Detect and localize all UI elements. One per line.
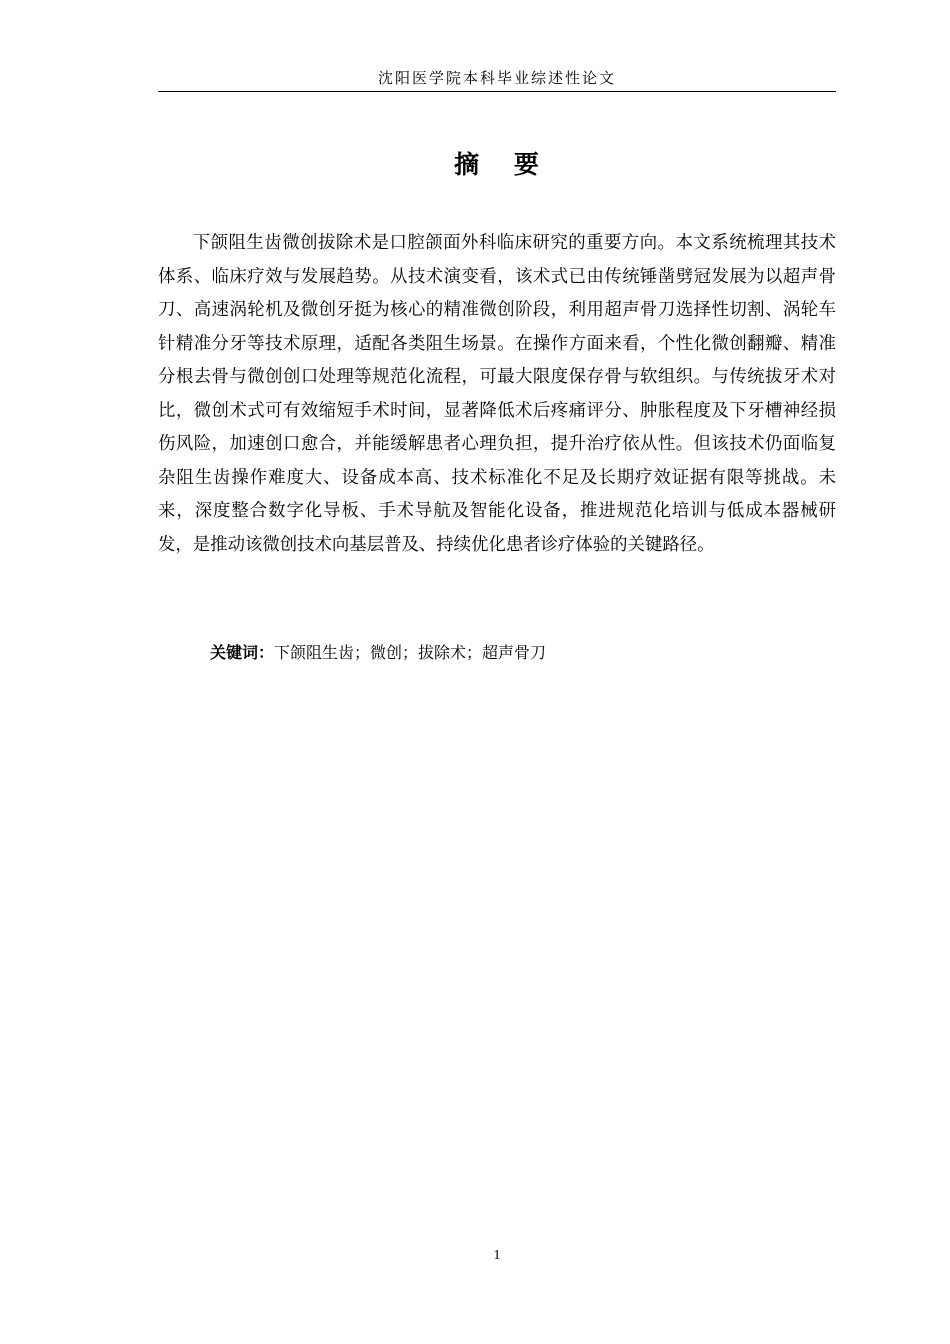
- header-rule: [158, 91, 836, 92]
- keywords-line: [158, 636, 836, 670]
- keywords-label: 关键词：: [210, 643, 275, 662]
- abstract-body: 下颌阻生齿微创拔除术是口腔颌面外科临床研究的重要方向。本文系统梳理其技术体系、临床疗效与发展趋势。从技术演变看，该术式已由传统锤凿劈冠发展为以超声骨刀、高速涡轮机及微创牙挺为核心的精准微创阶段，利用超声骨刀选择性切割、涡轮车针精准分牙等技术原理，适配各类阻生场景。在操作方面来看，个性化微创翻瓣、精准分根去骨与微创创口处理等规范化流程，可最大限度保存骨与软组织。与传统拔牙术对比，微创术式可有效缩短手术时间，显著降低术后疼痛评分、肿胀程度及下牙槽神经损伤风险，加速创口愈合，并能缓解患者心理负担，提升治疗依从性。但该技术仍面临复杂阻生齿操作难度大、设备成本高、技术标准化不足及长期疗效证据有限等挑战。未来，深度整合数字化导板、手术导航及智能化设备，推进规范化培训与低成本器械研发，是推动该微创技术向基层普及、持续优化患者诊疗体验的关键路径。: [158, 233, 836, 555]
- abstract-title: 摘 要: [454, 150, 540, 179]
- running-header: 沈阳医学院本科毕业综述性论文: [377, 69, 616, 87]
- page-number: 1: [493, 1248, 501, 1263]
- keywords-value: 下颌阻生齿；微创；拔除术；超声骨刀: [274, 643, 547, 662]
